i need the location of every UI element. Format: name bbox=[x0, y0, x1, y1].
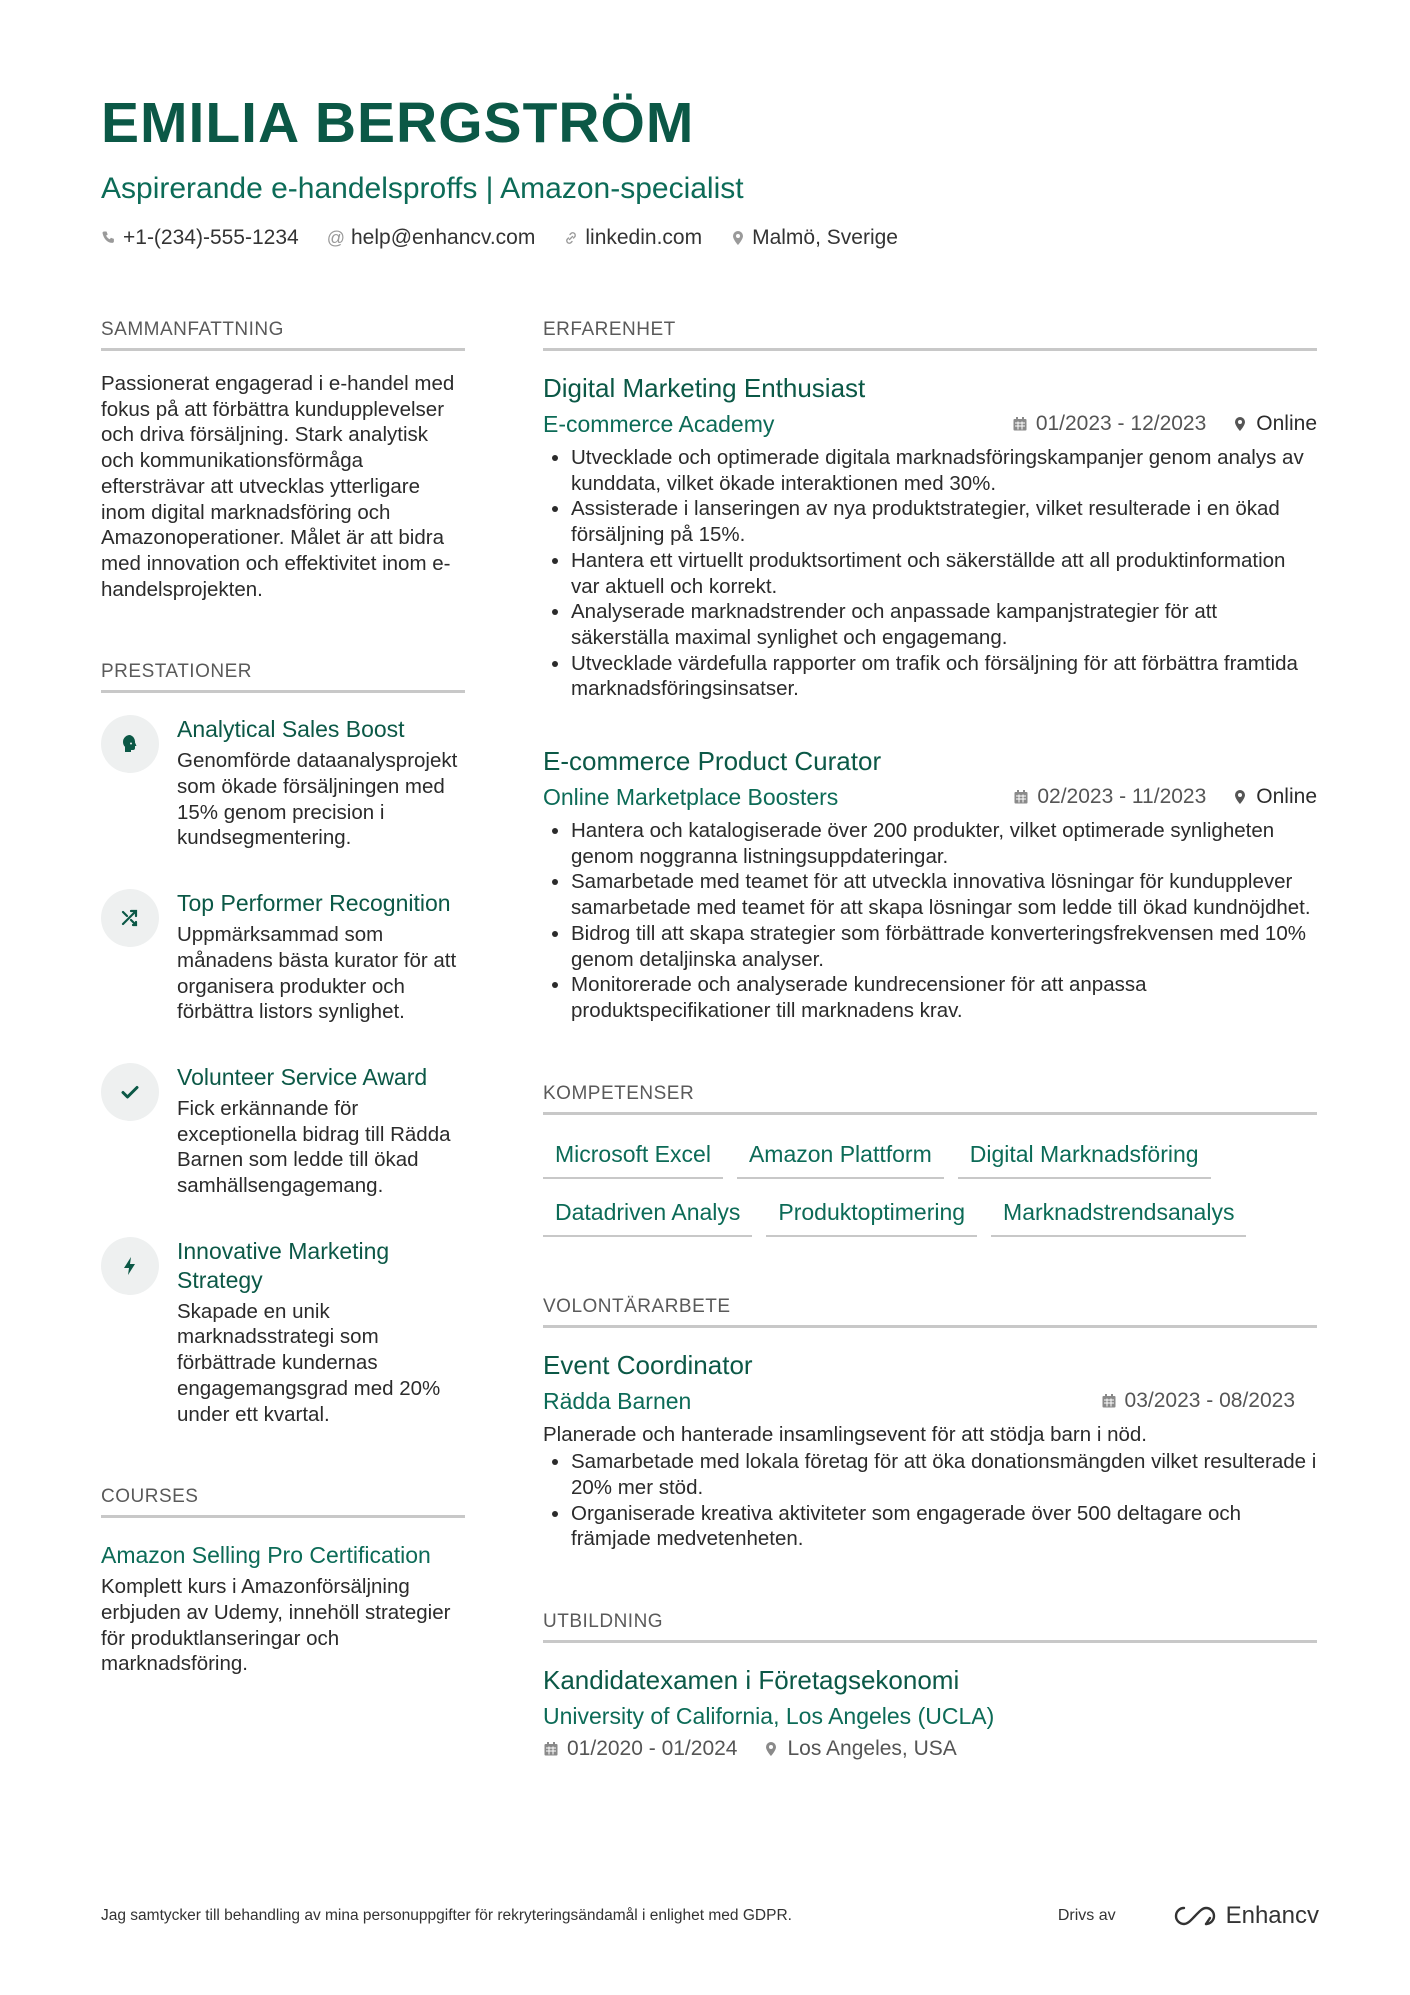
contact-row bbox=[101, 226, 1321, 250]
calendar-icon bbox=[1101, 1393, 1117, 1409]
trend-arrows-icon bbox=[101, 889, 159, 947]
skills-section bbox=[543, 1082, 1317, 1237]
bullet-item: • Samarbetade med lokala företag för att öka donationsmängden vilket resulterade i 20% mer stöd. bbox=[571, 1449, 1317, 1500]
dates-text: 03/2023 - 08/2023 bbox=[1124, 1388, 1295, 1412]
skill-tag: Marknadstrendsanalys bbox=[991, 1197, 1246, 1237]
achievement-title: Innovative Marketing Strategy bbox=[177, 1237, 390, 1293]
candidate-title: Aspirerande e-handelsproffs | Amazon-specialist bbox=[101, 172, 744, 205]
page-footer bbox=[101, 1902, 1319, 1930]
location-pin-icon bbox=[1232, 416, 1248, 432]
dates-text: 01/2023 - 12/2023 bbox=[1035, 412, 1207, 435]
achievement-item bbox=[101, 715, 465, 851]
section-heading: ERFARENHET bbox=[543, 318, 1317, 351]
section-heading: SAMMANFATTNING bbox=[101, 318, 465, 351]
dates-text: 01/2020 - 01/2024 bbox=[567, 1737, 738, 1761]
job-title: E-commerce Product Curator bbox=[543, 746, 882, 777]
calendar-icon bbox=[543, 1741, 559, 1757]
at-icon: @ bbox=[326, 227, 345, 248]
calendar-icon bbox=[1012, 416, 1028, 432]
course-desc: Komplett kurs i Amazonförsäljning erbjuden av Udemy, innehöll strategier för produktlanseringar och marknadsföring. bbox=[101, 1575, 451, 1676]
education-location bbox=[763, 1737, 956, 1761]
education-dates bbox=[543, 1737, 737, 1761]
degree-title: Kandidatexamen i Företagsekonomi bbox=[543, 1665, 960, 1696]
job-bullets bbox=[543, 818, 1317, 1024]
achievement-desc: Skapade en unik marknadsstrategi som förbättrade kundernas engagemangsgrad med 20% under ett kvartal. bbox=[177, 1299, 441, 1426]
location-text: Online bbox=[1256, 412, 1317, 435]
achievement-desc: Uppmärksammad som månadens bästa kurator för att organisera produkter och förbättra listors synlighet. bbox=[177, 923, 457, 1024]
volunteer-meta bbox=[543, 1386, 1317, 1416]
location-text: Malmö, Sverige bbox=[752, 226, 898, 249]
job-entry bbox=[543, 744, 1317, 1024]
company-name: E-commerce Academy bbox=[543, 411, 775, 437]
company-name: Online Marketplace Boosters bbox=[543, 784, 839, 811]
job-dates bbox=[1012, 412, 1206, 436]
infinity-logo-icon bbox=[1172, 1904, 1218, 1928]
resume-header bbox=[101, 88, 1321, 250]
location-text: Los Angeles, USA bbox=[787, 1737, 957, 1761]
bullet-item: • Samarbetade med teamet för att utveckla innovativa lösningar för kundupplever samarbetade med teamet för att skapa lösningar som ledde till ökad kundnöjdhet. bbox=[571, 869, 1317, 920]
volunteer-section bbox=[543, 1295, 1317, 1553]
contact-email[interactable] bbox=[327, 226, 536, 250]
gdpr-consent: Jag samtycker till behandling av mina personuppgifter för rekryteringsändamål i enlighet med GDPR. bbox=[101, 1907, 792, 1924]
skills-list bbox=[543, 1139, 1317, 1237]
right-column bbox=[543, 318, 1317, 1819]
achievement-title: Top Performer Recognition bbox=[177, 890, 451, 917]
bullet-item: • Utvecklade värdefulla rapporter om trafik och försäljning för att förbättra framtida marknadsföringsinsatser. bbox=[571, 651, 1317, 702]
link-icon bbox=[563, 230, 579, 246]
dates-text: 02/2023 - 11/2023 bbox=[1037, 785, 1207, 809]
bolt-icon bbox=[101, 1237, 159, 1295]
location-pin-icon bbox=[730, 230, 746, 246]
bullet-item: • Assisterade i lanseringen av nya produktstrategier, vilket resulterade i en ökad försäljning på 15%. bbox=[571, 496, 1317, 547]
section-heading: KOMPETENSER bbox=[543, 1082, 1317, 1115]
courses-section bbox=[101, 1485, 465, 1677]
volunteer-dates bbox=[1101, 1389, 1295, 1413]
calendar-icon bbox=[1013, 789, 1029, 805]
achievement-item bbox=[101, 1237, 465, 1428]
email-text: help@enhancv.com bbox=[350, 226, 536, 249]
enhancv-logo[interactable] bbox=[1172, 1902, 1319, 1930]
job-meta bbox=[543, 409, 1317, 439]
volunteer-entry bbox=[543, 1348, 1317, 1553]
bullet-item: • Analyserade marknadstrender och anpassade kampanjstrategier för att säkerställa maximal synlighet och engagemang. bbox=[571, 599, 1317, 650]
contact-phone[interactable] bbox=[101, 226, 299, 250]
brand-name: Enhancv bbox=[1225, 1902, 1319, 1929]
bullet-item: • Organiserade kreativa aktiviteter som engagerade över 500 deltagare och främjade medvetenheten. bbox=[571, 1501, 1317, 1552]
job-title: Digital Marketing Enthusiast bbox=[543, 373, 866, 403]
org-name: Rädda Barnen bbox=[543, 1387, 692, 1414]
education-meta bbox=[543, 1737, 1317, 1761]
skill-tag: Amazon Plattform bbox=[737, 1139, 944, 1179]
education-section bbox=[543, 1610, 1317, 1761]
location-pin-icon bbox=[1232, 789, 1248, 805]
phone-icon bbox=[101, 230, 117, 246]
job-dates bbox=[1013, 785, 1206, 809]
skill-tag: Datadriven Analys bbox=[543, 1197, 752, 1237]
section-heading: COURSES bbox=[101, 1485, 465, 1518]
skill-tag: Microsoft Excel bbox=[543, 1139, 723, 1179]
contact-location bbox=[730, 226, 898, 250]
job-location bbox=[1232, 785, 1317, 809]
section-heading: PRESTATIONER bbox=[101, 660, 465, 693]
bullet-item: • Hantera ett virtuellt produktsortiment och säkerställde att all produktinformation var aktuell och korrekt. bbox=[571, 548, 1317, 599]
summary-text: Passionerat engagerad i e-handel med fokus på att förbättra kundupplevelser och driva försäljning. Stark analytisk och kommunikationsförmåga eftersträvar att utvecklas ytterligare inom digital marknadsföring och Amazonoperationer. Målet är att bidra med innovation och effektivitet inom e-handelsprojekten. bbox=[101, 372, 455, 601]
achievement-title: Volunteer Service Award bbox=[177, 1063, 428, 1090]
check-icon bbox=[101, 1063, 159, 1121]
location-pin-icon bbox=[763, 1741, 779, 1757]
achievement-desc: Genomförde dataanalysprojekt som ökade försäljningen med 15% genom precision i kundsegmentering. bbox=[177, 749, 458, 850]
powered-by-label: Drivs av bbox=[1057, 1907, 1116, 1924]
achievement-title: Analytical Sales Boost bbox=[177, 716, 405, 743]
volunteer-desc: Planerade och hanterade insamlingsevent för att stödja barn i nöd. bbox=[543, 1422, 1147, 1446]
contact-linkedin[interactable] bbox=[563, 226, 702, 250]
job-meta bbox=[543, 782, 1317, 812]
course-title: Amazon Selling Pro Certification bbox=[101, 1542, 431, 1569]
achievements-section bbox=[101, 660, 465, 1427]
bullet-item: • Monitorerade och analyserade kundrecensioner för att anpassa produktspecifikationer till marknadens krav. bbox=[571, 972, 1317, 1023]
volunteer-bullets bbox=[543, 1449, 1317, 1552]
achievement-item bbox=[101, 1063, 465, 1199]
job-location bbox=[1232, 412, 1317, 436]
skill-tag: Digital Marknadsföring bbox=[958, 1139, 1211, 1179]
school-name: University of California, Los Angeles (UCLA) bbox=[543, 1703, 995, 1730]
experience-section bbox=[543, 318, 1317, 1024]
volunteer-title: Event Coordinator bbox=[543, 1349, 753, 1380]
candidate-name: EMILIA BERGSTRÖM bbox=[101, 91, 695, 155]
job-bullets bbox=[543, 445, 1317, 702]
summary-section bbox=[101, 318, 465, 602]
bullet-item: • Utvecklade och optimerade digitala marknadsföringskampanjer genom analys av kunddata, vilket ökade interaktionen med 30%. bbox=[571, 445, 1317, 496]
section-heading: VOLONTÄRARBETE bbox=[543, 1295, 1317, 1328]
achievement-desc: Fick erkännande för exceptionella bidrag till Rädda Barnen som ledde till ökad samhällsengagemang. bbox=[177, 1096, 451, 1198]
section-heading: UTBILDNING bbox=[543, 1610, 1317, 1643]
left-column bbox=[101, 318, 465, 1735]
achievement-item bbox=[101, 889, 465, 1025]
bullet-item: • Bidrog till att skapa strategier som förbättrade konverteringsfrekvensen med 10% genom detaljinska analyser. bbox=[571, 921, 1317, 972]
skill-tag: Produktoptimering bbox=[766, 1197, 977, 1237]
job-entry bbox=[543, 371, 1317, 702]
brain-head-icon bbox=[101, 715, 159, 773]
location-text: Online bbox=[1256, 785, 1317, 809]
bullet-item: • Hantera och katalogiserade över 200 produkter, vilket optimerade synligheten genom noggranna listningsuppdateringar. bbox=[571, 818, 1317, 869]
linkedin-text: linkedin.com bbox=[585, 226, 703, 249]
phone-text: +1-(234)-555-1234 bbox=[123, 226, 299, 249]
